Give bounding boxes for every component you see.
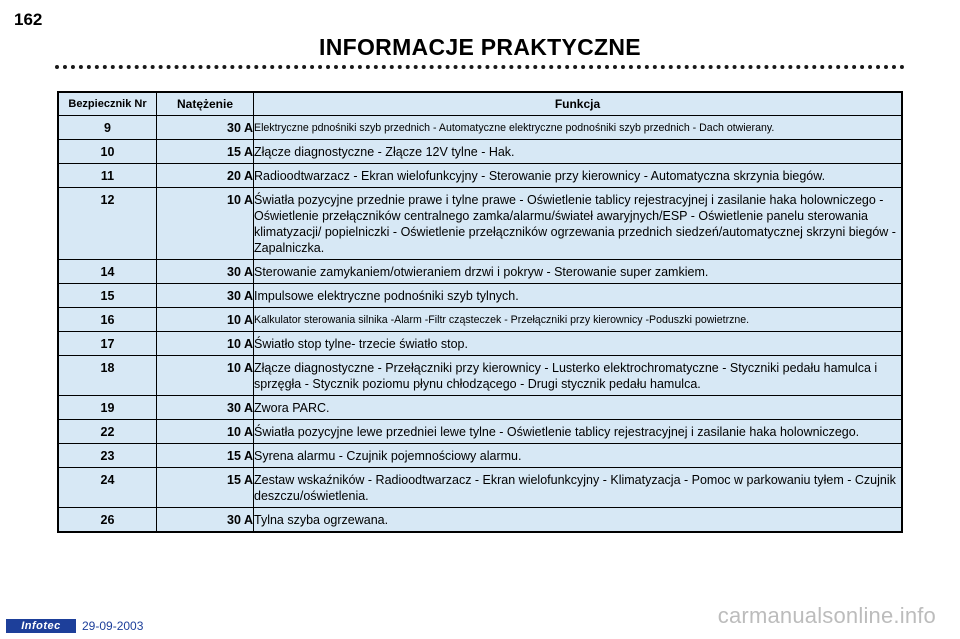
amperage-cell: 10 A (157, 420, 254, 444)
function-cell: Zestaw wskaźników - Radioodtwarzacz - Ekran wielofunkcyjny - Klimatyzacja - Pomoc w parkowaniu tyłem - Czujnik deszczu/oświetlenia. (254, 468, 903, 508)
fuse-table (57, 91, 903, 533)
amperage-cell: 10 A (157, 332, 254, 356)
table-row (58, 332, 902, 356)
fuse-number-cell: 26 (58, 508, 157, 533)
fuse-number-cell: 15 (58, 284, 157, 308)
fuse-number-cell: 18 (58, 356, 157, 396)
function-cell: Światło stop tylne- trzecie światło stop. (254, 332, 903, 356)
table-row (58, 396, 902, 420)
function-cell: Impulsowe elektryczne podnośniki szyb tylnych. (254, 284, 903, 308)
function-cell: Światła pozycyjne przednie prawe i tylne prawe - Oświetlenie tablicy rejestracyjnej i zasilanie haka holowniczego - Oświetlenie przełączników centralnego zamka/alarmu/świateł awaryjnych/ESP - Oświetlenie panelu sterowania klimatyzacji/ popielniczki - Oświetlenie przełączników ogrzewania przednich siedzeń/automatycznej skrzyni biegów - Zapalniczka. (254, 188, 903, 260)
amperage-cell: 30 A (157, 508, 254, 533)
table-header-row (58, 92, 902, 116)
header-function: Funkcja (254, 92, 903, 116)
table-row (58, 188, 902, 260)
amperage-cell: 10 A (157, 308, 254, 332)
function-cell: Elektryczne pdnośniki szyb przednich - Automatyczne elektryczne podnośniki szyb przednich - Dach otwierany. (254, 116, 903, 140)
infotec-logo: Infotec (6, 619, 76, 633)
fuse-number-cell: 12 (58, 188, 157, 260)
function-cell: Złącze diagnostyczne - Złącze 12V tylne - Hak. (254, 140, 903, 164)
amperage-cell: 10 A (157, 188, 254, 260)
table-row (58, 468, 902, 508)
table-row (58, 308, 902, 332)
function-cell: Radioodtwarzacz - Ekran wielofunkcyjny - Sterowanie przy kierownicy - Automatyczna skrzynia biegów. (254, 164, 903, 188)
amperage-cell: 20 A (157, 164, 254, 188)
fuse-number-cell: 22 (58, 420, 157, 444)
footer-date: 29-09-2003 (82, 619, 144, 633)
amperage-cell: 30 A (157, 260, 254, 284)
title-divider (55, 65, 905, 69)
function-cell: Zwora PARC. (254, 396, 903, 420)
header-amperage: Natężenie (157, 92, 254, 116)
page-number: 162 (14, 10, 43, 29)
fuse-table-body (58, 116, 902, 533)
fuse-number-cell: 17 (58, 332, 157, 356)
header-fuse-number: Bezpiecznik Nr (58, 92, 157, 116)
fuse-number-cell: 23 (58, 444, 157, 468)
table-row (58, 164, 902, 188)
fuse-number-cell: 11 (58, 164, 157, 188)
fuse-number-cell: 10 (58, 140, 157, 164)
table-row (58, 356, 902, 396)
function-cell: Złącze diagnostyczne - Przełączniki przy kierownicy - Lusterko elektrochromatyczne - Styczniki pedału hamulca i sprzęgła - Stycznik poziomu płynu chłodzącego - Drugi stycznik pedału hamulca. (254, 356, 903, 396)
page-title: INFORMACJE PRAKTYCZNE (319, 34, 641, 60)
function-cell: Kalkulator sterowania silnika -Alarm -Filtr cząsteczek - Przełączniki przy kierownicy -Poduszki powietrzne. (254, 308, 903, 332)
fuse-number-cell: 9 (58, 116, 157, 140)
table-row (58, 140, 902, 164)
amperage-cell: 10 A (157, 356, 254, 396)
function-cell: Światła pozycyjne lewe przedniei lewe tylne - Oświetlenie tablicy rejestracyjnej i zasilanie haka holowniczego. (254, 420, 903, 444)
function-cell: Tylna szyba ogrzewana. (254, 508, 903, 533)
watermark: carmanualsonline.info (717, 603, 936, 628)
fuse-number-cell: 24 (58, 468, 157, 508)
table-row (58, 508, 902, 533)
function-cell: Sterowanie zamykaniem/otwieraniem drzwi i pokryw - Sterowanie super zamkiem. (254, 260, 903, 284)
amperage-cell: 30 A (157, 396, 254, 420)
amperage-cell: 15 A (157, 140, 254, 164)
fuse-number-cell: 14 (58, 260, 157, 284)
amperage-cell: 30 A (157, 284, 254, 308)
amperage-cell: 15 A (157, 444, 254, 468)
table-row (58, 284, 902, 308)
fuse-number-cell: 16 (58, 308, 157, 332)
table-row (58, 444, 902, 468)
fuse-number-cell: 19 (58, 396, 157, 420)
amperage-cell: 30 A (157, 116, 254, 140)
function-cell: Syrena alarmu - Czujnik pojemnościowy alarmu. (254, 444, 903, 468)
table-row (58, 260, 902, 284)
table-row (58, 420, 902, 444)
amperage-cell: 15 A (157, 468, 254, 508)
table-row (58, 116, 902, 140)
